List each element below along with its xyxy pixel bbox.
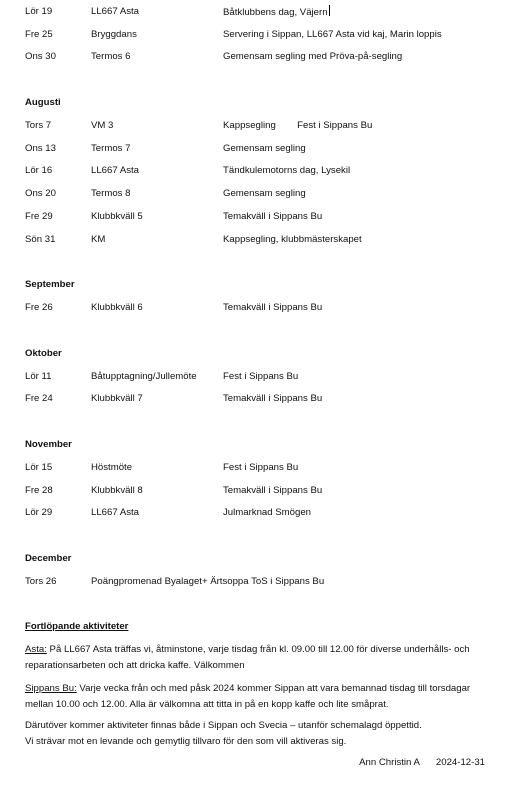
row-day: Fre 26	[25, 302, 53, 313]
ongoing-paragraph-sippan	[25, 681, 495, 712]
row-day: Fre 24	[25, 393, 53, 404]
signature-date: 2024-12-31	[435, 757, 485, 768]
row-day: Lör 15	[25, 462, 53, 473]
row-event: Termos 8	[91, 188, 131, 199]
row-desc: Temakväll i Sippans Bu	[223, 393, 323, 404]
row-day: Fre 25	[25, 29, 53, 40]
month-heading-august: Augusti	[25, 97, 61, 108]
row-desc: Gemensam segling	[223, 143, 306, 154]
row-desc: Tändkulemotorns dag, Lysekil	[223, 165, 351, 176]
row-day: Lör 29	[25, 507, 53, 518]
paragraph-label: Asta:	[25, 644, 47, 655]
row-event: Båtupptagning/Jullemöte	[91, 371, 197, 382]
row-day: Lör 11	[25, 371, 52, 382]
month-heading-december: December	[25, 553, 72, 564]
paragraph-text: På LL667 Asta träffas vi, åtminstone, varje tisdag från kl. 09.00 till 12.00 för diverse underhålls- och reparationsarbeten och att dricka kaffe. Välkommen	[25, 644, 470, 671]
row-desc: Båtklubbens dag, Väjern	[223, 7, 328, 18]
row-event: Klubbkväll 6	[91, 302, 143, 313]
row-event: VM 3	[91, 120, 114, 131]
row-event: Bryggdans	[91, 29, 137, 40]
row-day: Sön 31	[25, 234, 56, 245]
row-event: Poängpromenad Byalaget+ Ärtsoppa ToS i Sippans Bu	[91, 576, 325, 587]
paragraph-text: Varje vecka från och med påsk 2024 kommer Sippan att vara bemannad tisdag till torsdagar mellan 10.00 och 12.00. Alla är välkomna att titta in på en kopp kaffe och lite småprat.	[25, 683, 471, 710]
row-event: Klubbkväll 5	[91, 211, 143, 222]
row-day: Ons 30	[25, 51, 56, 62]
row-desc: Kappsegling Fest i Sippans Bu	[223, 120, 373, 131]
signature	[359, 756, 485, 770]
month-heading-november: November	[25, 439, 72, 450]
row-desc: Temakväll i Sippans Bu	[223, 302, 323, 313]
row-event: LL667 Asta	[91, 6, 140, 17]
row-desc: Julmarknad Smögen	[223, 507, 311, 518]
month-heading-september: September	[25, 279, 75, 290]
row-event: KM	[91, 234, 106, 245]
row-day: Lör 19	[25, 6, 53, 17]
row-day: Ons 13	[25, 143, 56, 154]
row-event: Klubbkväll 7	[91, 393, 143, 404]
row-desc: Kappsegling, klubbmästerskapet	[223, 234, 362, 245]
paragraph-line: Därutöver kommer aktiviteter finnas både i Sippan och Svecia – utanför schemalagd öppettid.	[25, 720, 422, 731]
ongoing-paragraph-asta	[25, 642, 495, 673]
row-event: LL667 Asta	[91, 507, 140, 518]
month-heading-october: Oktober	[25, 348, 62, 359]
row-day: Fre 28	[25, 485, 53, 496]
row-desc: Temakväll i Sippans Bu	[223, 211, 323, 222]
row-event: Termos 6	[91, 51, 131, 62]
row-event: Klubbkväll 8	[91, 485, 143, 496]
signature-name: Ann Christin A	[359, 757, 420, 768]
row-day: Fre 29	[25, 211, 53, 222]
row-day: Lör 16	[25, 165, 53, 176]
row-desc: Fest i Sippans Bu	[223, 462, 299, 473]
row-desc: Fest i Sippans Bu	[223, 371, 299, 382]
row-event: LL667 Asta	[91, 165, 140, 176]
row-event: Höstmöte	[91, 462, 133, 473]
row-day: Tors 26	[25, 576, 57, 587]
row-desc: Servering i Sippan, LL667 Asta vid kaj, Marin loppis	[223, 29, 442, 40]
ongoing-activities-heading: Fortlöpande aktiviteter	[25, 621, 129, 632]
row-desc: Gemensam segling	[223, 188, 306, 199]
row-desc: Temakväll i Sippans Bu	[223, 485, 323, 496]
row-event: Termos 7	[91, 143, 131, 154]
paragraph-label: Sippans Bu:	[25, 683, 77, 694]
text-cursor	[329, 5, 330, 16]
row-day: Ons 20	[25, 188, 56, 199]
row-desc: Gemensam segling med Pröva-på-segling	[223, 51, 403, 62]
row-day: Tors 7	[25, 120, 52, 131]
ongoing-paragraph-other	[25, 718, 495, 749]
paragraph-line: Vi strävar mot en levande och gemytlig tillvaro för den som vill aktiveras sig.	[25, 735, 347, 747]
